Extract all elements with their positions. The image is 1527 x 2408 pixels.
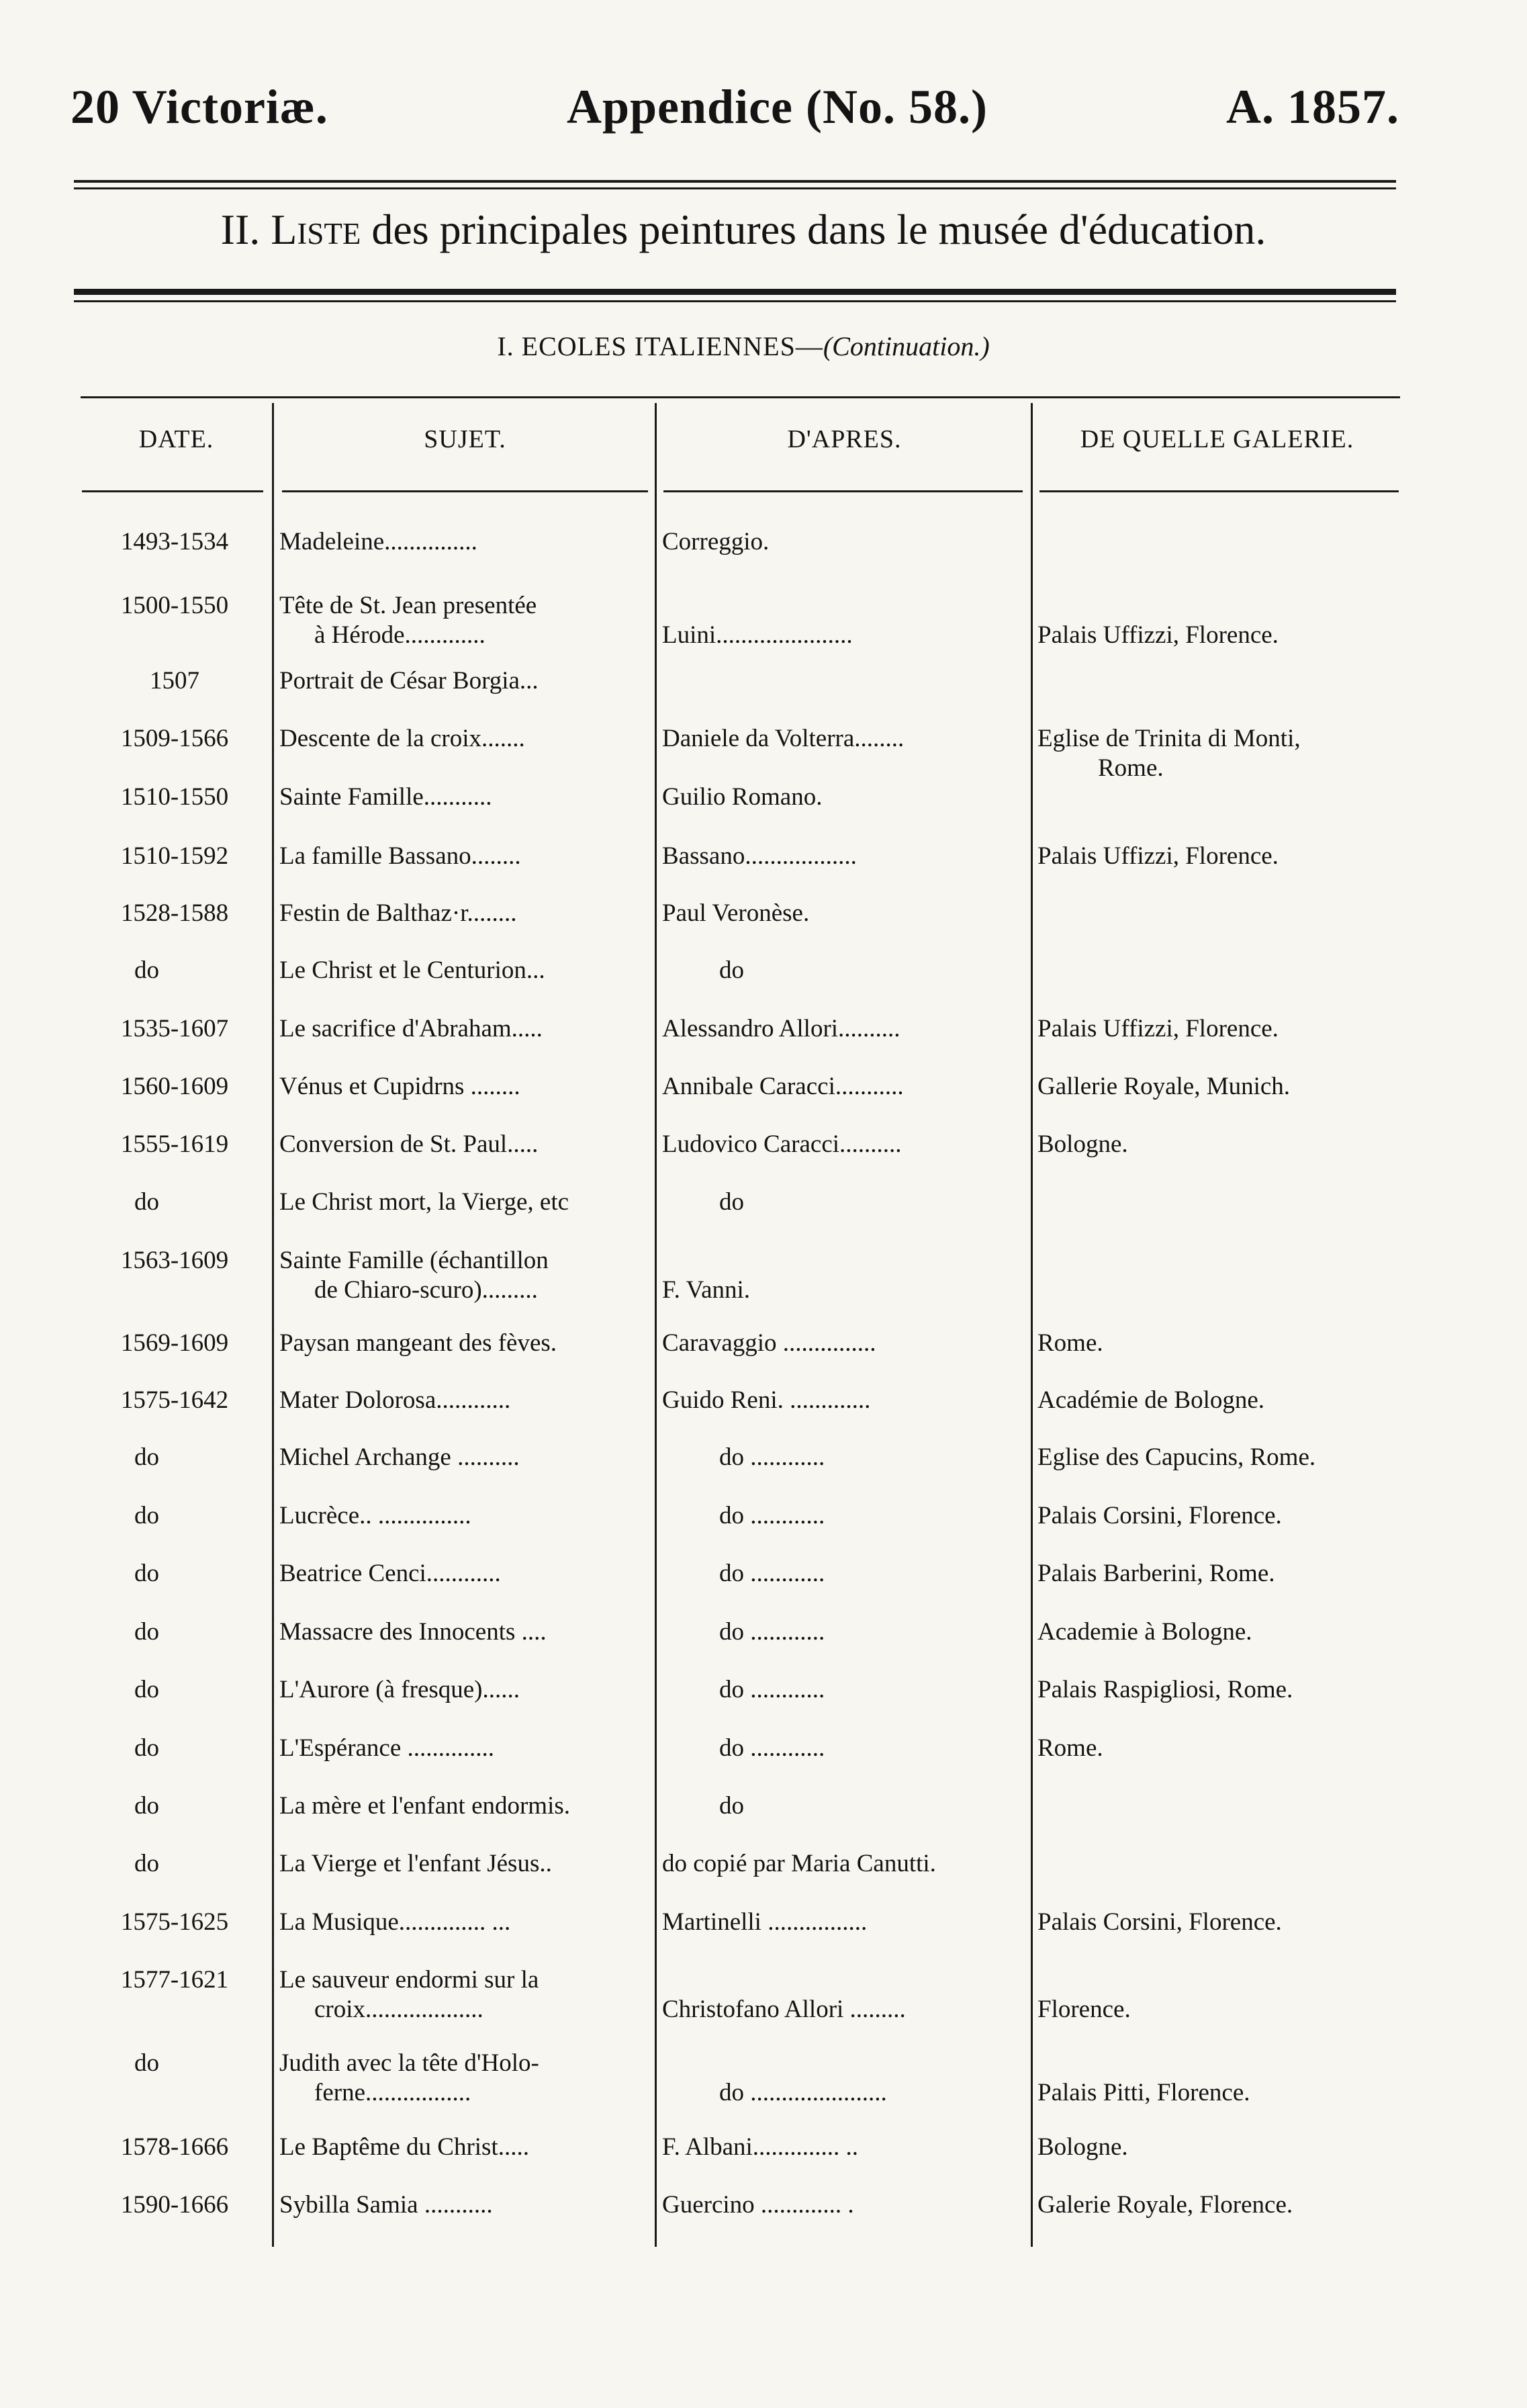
cell-sujet: Le sacrifice d'Abraham..... <box>279 1015 543 1042</box>
cell-apres: do <box>719 1792 744 1820</box>
cell-apres: Luini...................... <box>662 621 853 649</box>
cell-galerie <box>1037 724 1400 783</box>
cell-apres: do ............ <box>719 1443 825 1471</box>
cell-date: do <box>134 1188 159 1216</box>
cell-sujet: Festin de Balthaz·r........ <box>279 899 517 927</box>
header-underline <box>1039 490 1399 492</box>
cell-sujet: La mère et l'enfant endormis. <box>279 1792 571 1820</box>
sujet-line-2: ferne................. <box>314 2079 471 2106</box>
cell-apres: Christofano Allori ......... <box>662 1996 906 2023</box>
header-right: A. 1857. <box>1225 80 1399 134</box>
galerie-line-2: Rome. <box>1098 754 1164 782</box>
table-top-rule <box>81 396 1400 398</box>
cell-date: 1577-1621 <box>120 1966 229 1994</box>
header-rule-bottom <box>74 187 1396 189</box>
list-title-number: II. <box>220 206 261 253</box>
cell-sujet: L'Aurore (à fresque)...... <box>279 1676 520 1703</box>
cell-date: 1563-1609 <box>120 1247 229 1274</box>
section-heading <box>0 330 1487 362</box>
cell-apres: F. Albani.............. .. <box>662 2133 859 2161</box>
cell-apres: Guercino ............. . <box>662 2191 854 2219</box>
cell-date: do <box>134 1850 159 1877</box>
cell-date: 1510-1550 <box>120 783 229 811</box>
cell-sujet: Michel Archange .......... <box>279 1443 520 1471</box>
cell-sujet: La Musique.............. ... <box>279 1908 511 1936</box>
cell-date: 1535-1607 <box>120 1015 229 1042</box>
cell-apres: Bassano.................. <box>662 842 857 870</box>
cell-apres: do <box>719 956 744 984</box>
cell-apres: Guilio Romano. <box>662 783 823 811</box>
list-title-rest: des principales peintures dans le musée d'éducation. <box>371 206 1266 253</box>
cell-sujet: Descente de la croix....... <box>279 725 525 752</box>
cell-sujet: Sainte Famille........... <box>279 783 492 811</box>
cell-date: 1590-1666 <box>120 2191 229 2219</box>
cell-apres: Alessandro Allori.......... <box>662 1015 900 1042</box>
cell-apres: Correggio. <box>662 528 770 555</box>
cell-galerie: Gallerie Royale, Munich. <box>1037 1073 1291 1100</box>
column-header-sujet: SUJET. <box>424 425 506 453</box>
list-title-word: Liste <box>271 206 361 253</box>
cell-date: 1493-1534 <box>120 528 229 555</box>
cell-date: 1510-1592 <box>120 842 229 870</box>
cell-date: do <box>134 1443 159 1471</box>
header-underline <box>82 490 263 492</box>
header-rule-top <box>74 180 1396 183</box>
cell-sujet: Sybilla Samia ........... <box>279 2191 493 2219</box>
cell-date: do <box>134 2049 159 2077</box>
cell-sujet: Vénus et Cupidrns ........ <box>279 1073 520 1100</box>
cell-galerie: Bologne. <box>1037 1130 1128 1158</box>
header-underline <box>663 490 1023 492</box>
cell-sujet <box>279 2049 652 2108</box>
sujet-line-1: Tête de St. Jean presentée <box>279 592 537 619</box>
galerie-line-1: Eglise de Trinita di Monti, <box>1037 725 1301 752</box>
cell-galerie: Palais Uffizzi, Florence. <box>1037 842 1279 870</box>
sujet-line-1: Judith avec la tête d'Holo- <box>279 2049 539 2077</box>
cell-sujet <box>279 591 652 650</box>
cell-galerie: Rome. <box>1037 1734 1103 1762</box>
column-divider <box>272 403 274 2247</box>
cell-apres: Caravaggio ............... <box>662 1329 876 1357</box>
cell-galerie: Academie à Bologne. <box>1037 1618 1252 1646</box>
cell-galerie: Palais Corsini, Florence. <box>1037 1502 1282 1529</box>
cell-galerie: Palais Pitti, Florence. <box>1037 2079 1250 2106</box>
cell-date: 1578-1666 <box>120 2133 229 2161</box>
running-header <box>71 79 1399 135</box>
sujet-line-1: Sainte Famille (échantillon <box>279 1247 549 1274</box>
cell-apres: Paul Veronèse. <box>662 899 810 927</box>
cell-galerie: Galerie Royale, Florence. <box>1037 2191 1293 2219</box>
cell-apres: do copié par Maria Canutti. <box>662 1850 936 1877</box>
cell-apres: Martinelli ................ <box>662 1908 868 1936</box>
cell-galerie: Académie de Bologne. <box>1037 1386 1265 1414</box>
cell-sujet: Massacre des Innocents .... <box>279 1618 547 1646</box>
cell-date: 1575-1642 <box>120 1386 229 1414</box>
cell-apres: do ............ <box>719 1618 825 1646</box>
title-rule-thick <box>74 289 1396 295</box>
cell-apres: do <box>719 1188 744 1216</box>
cell-date: do <box>134 1618 159 1646</box>
cell-sujet: Le Christ et le Centurion... <box>279 956 545 984</box>
cell-date: 1507 <box>150 667 199 695</box>
cell-galerie: Palais Barberini, Rome. <box>1037 1560 1275 1587</box>
column-header-apres: D'APRES. <box>787 425 902 453</box>
cell-sujet: La famille Bassano........ <box>279 842 521 870</box>
sujet-line-2: croix................... <box>314 1996 483 2023</box>
cell-sujet: Conversion de St. Paul..... <box>279 1130 539 1158</box>
cell-date: do <box>134 1676 159 1703</box>
cell-date: do <box>134 956 159 984</box>
cell-apres: do ...................... <box>719 2079 887 2106</box>
sujet-line-1: Le sauveur endormi sur la <box>279 1966 539 1994</box>
cell-sujet: Lucrèce.. ............... <box>279 1502 471 1529</box>
column-header-date: DATE. <box>138 425 214 453</box>
cell-galerie: Palais Corsini, Florence. <box>1037 1908 1282 1936</box>
cell-galerie: Palais Raspigliosi, Rome. <box>1037 1676 1293 1703</box>
cell-date: 1575-1625 <box>120 1908 229 1936</box>
cell-date: 1500-1550 <box>120 592 229 619</box>
cell-apres: do ............ <box>719 1676 825 1703</box>
cell-date: do <box>134 1560 159 1587</box>
cell-apres: F. Vanni. <box>662 1276 751 1304</box>
sujet-line-2: à Hérode............. <box>314 621 485 649</box>
column-header-galerie: DE QUELLE GALERIE. <box>1080 425 1354 453</box>
header-center: Appendice (No. 58.) <box>566 80 988 134</box>
cell-date: 1509-1566 <box>120 725 229 752</box>
cell-date: do <box>134 1734 159 1762</box>
cell-galerie: Rome. <box>1037 1329 1103 1357</box>
cell-apres: Daniele da Volterra........ <box>662 725 905 752</box>
cell-sujet: Mater Dolorosa............ <box>279 1386 511 1414</box>
cell-apres: Guido Reni. ............. <box>662 1386 871 1414</box>
section-main: I. ECOLES ITALIENNES— <box>497 331 823 361</box>
cell-galerie: Bologne. <box>1037 2133 1128 2161</box>
column-divider <box>655 403 657 2247</box>
cell-apres: do ............ <box>719 1560 825 1587</box>
cell-sujet: Beatrice Cenci............ <box>279 1560 501 1587</box>
cell-galerie: Palais Uffizzi, Florence. <box>1037 1015 1279 1042</box>
cell-sujet: Portrait de César Borgia... <box>279 667 539 695</box>
cell-sujet: Le Baptême du Christ..... <box>279 2133 529 2161</box>
cell-apres: do ............ <box>719 1734 825 1762</box>
cell-date: do <box>134 1502 159 1529</box>
sujet-line-2: de Chiaro-scuro)......... <box>314 1276 538 1304</box>
cell-date: 1555-1619 <box>120 1130 229 1158</box>
cell-galerie: Florence. <box>1037 1996 1131 2023</box>
cell-date: 1569-1609 <box>120 1329 229 1357</box>
cell-apres: Annibale Caracci........... <box>662 1073 904 1100</box>
cell-date: 1528-1588 <box>120 899 229 927</box>
cell-date: do <box>134 1792 159 1820</box>
list-title <box>0 205 1487 255</box>
cell-sujet <box>279 1246 652 1305</box>
title-rule-thin <box>74 300 1396 302</box>
cell-sujet <box>279 1965 652 2024</box>
header-underline <box>282 490 648 492</box>
cell-sujet: Madeleine............... <box>279 528 477 555</box>
cell-apres: Ludovico Caracci.......... <box>662 1130 902 1158</box>
header-left: 20 Victoriæ. <box>71 80 328 134</box>
cell-sujet: Paysan mangeant des fèves. <box>279 1329 557 1357</box>
column-divider <box>1031 403 1033 2247</box>
cell-sujet: Le Christ mort, la Vierge, etc <box>279 1188 569 1216</box>
cell-sujet: L'Espérance .............. <box>279 1734 495 1762</box>
cell-galerie: Eglise des Capucins, Rome. <box>1037 1443 1316 1471</box>
cell-sujet: La Vierge et l'enfant Jésus.. <box>279 1850 552 1877</box>
cell-apres: do ............ <box>719 1502 825 1529</box>
cell-galerie: Palais Uffizzi, Florence. <box>1037 621 1279 649</box>
cell-date: 1560-1609 <box>120 1073 229 1100</box>
section-italic: (Continuation.) <box>823 331 990 361</box>
